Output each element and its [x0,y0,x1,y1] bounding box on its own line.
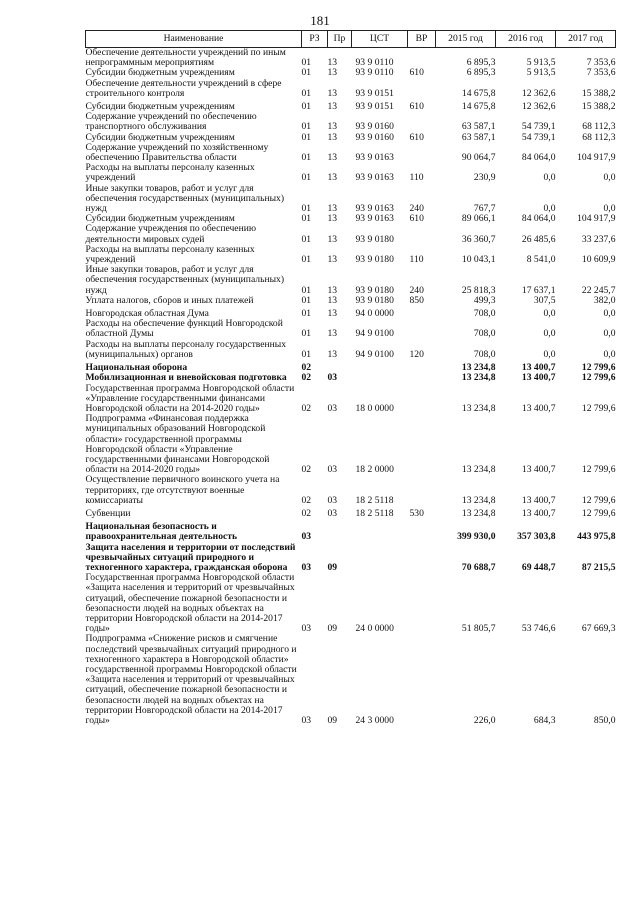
row-2015: 36 360,7 [461,233,496,245]
table-row [86,319,616,339]
row-2016: 0,0 [543,203,556,215]
row-2015: 708,0 [473,348,496,360]
row-2017: 12 799,6 [581,494,616,506]
row-cst: 93 9 0163 [355,203,394,215]
row-rz: 01 [301,284,312,296]
row-vr: 110 [409,172,424,184]
row-pr: 09 [327,715,338,726]
row-name: Субсидии бюджетным учреждениям [85,131,235,143]
row-vr [408,543,436,574]
row-rz: 02 [301,362,312,374]
row-2015: 6 895,3 [466,57,496,69]
row-pr: 13 [327,203,338,215]
row-cst: 93 9 0180 [355,284,394,296]
row-2015: 767,7 [473,203,496,215]
row-pr: 13 [327,348,338,360]
row-cst [352,519,408,542]
row-cst: 18 2 5118 [355,494,394,506]
row-2017: 12 799,6 [581,402,616,414]
row-rz: 02 [301,494,312,506]
row-2015: 226,0 [473,715,496,726]
row-2015: 708,0 [473,328,496,340]
table-row [86,414,616,475]
row-pr: 13 [327,233,338,245]
row-2017: 33 237,6 [581,233,616,245]
row-2017: 67 669,3 [581,623,616,635]
row-name: Субвенции [85,507,131,519]
row-name: Расходы на обеспечение функций Новгородской областной Думы [85,318,283,340]
header-2016: 2016 год [496,31,556,48]
row-name: Содержание учреждений по хозяйственному обеспечению Правительства области [85,141,269,164]
row-rz: 01 [301,308,312,320]
row-pr: 03 [327,507,338,519]
row-cst: 93 9 0163 [355,213,394,225]
row-2017: 0,0 [603,203,616,215]
row-name: Расходы на выплаты персоналу казенных учреждений [85,162,255,184]
row-vr: 610 [409,213,424,225]
row-2015: 63 587,1 [461,121,496,133]
row-vr [408,224,436,244]
row-2017: 0,0 [603,172,616,184]
row-cst: 93 9 0110 [355,67,394,79]
row-pr: 13 [327,87,338,99]
row-2017: 87 215,5 [581,561,616,573]
row-2016: 307,5 [533,294,556,306]
row-name: Расходы на выплаты персоналу казенных учреждений [85,243,255,266]
row-2017: 7 353,6 [586,67,616,79]
row-vr [408,573,436,634]
row-2017: 12 799,6 [581,372,616,384]
row-2017: 22 245,7 [581,284,616,296]
row-cst: 94 9 0100 [355,348,394,360]
row-2016: 54 739,1 [521,121,556,133]
row-name: Национальная безопасность и правоохранительная деятельность [85,521,238,543]
row-vr [408,112,436,132]
row-cst: 93 9 0180 [355,233,394,245]
table-row [86,245,616,265]
row-rz: 01 [301,328,312,340]
row-pr: 13 [327,131,338,143]
row-2017: 7 353,6 [586,57,616,69]
row-name: Государственная программа Новгородской области «Защита населения и территорий от чрезвычайных ситуаций, обеспечение пожарной безопасности и безопасности людей на водных объектах на территории Новгородской области на 2014-2017 годы» [85,572,295,635]
row-name: Содержание учреждения по обеспечению деятельности мировых судей [85,223,256,245]
row-vr [408,384,436,415]
row-cst: 93 9 0151 [355,101,394,113]
table-row [86,506,616,519]
row-cst: 93 9 0163 [355,172,394,184]
row-rz: 03 [301,715,312,726]
row-rz: 03 [301,623,312,635]
row-rz: 01 [301,254,312,266]
row-cst: 93 9 0151 [355,87,394,99]
table-row [86,296,616,306]
budget-table [85,30,616,726]
row-2015: 63 587,1 [461,131,496,143]
row-2015: 230,9 [473,172,496,184]
row-rz: 01 [301,67,312,79]
row-2016: 5 913,5 [526,67,556,79]
row-pr [328,519,352,542]
row-2016: 13 400,7 [521,402,556,414]
row-name: Обеспечение деятельности учреждений по иным непрограммным мероприятиям [85,47,286,69]
row-name: Новгородская областная Дума [85,308,209,320]
row-cst: 93 9 0163 [355,152,394,164]
row-2016: 13 400,7 [521,362,556,374]
row-2016: 5 913,5 [526,57,556,69]
row-rz: 03 [301,531,312,543]
row-vr [408,79,436,99]
row-name: Уплата налогов, сборов и иных платежей [85,294,254,306]
row-2016: 0,0 [543,172,556,184]
row-rz: 02 [301,464,312,476]
row-cst [352,373,408,383]
row-rz: 02 [301,402,312,414]
row-name: Осуществление первичного воинского учета на территориях, где отсутствуют военные комиссариаты [85,474,280,506]
row-rz: 02 [301,372,312,384]
row-2016: 357 303,8 [517,531,556,543]
row-pr: 03 [327,464,338,476]
row-cst: 18 2 0000 [355,464,394,476]
row-pr: 13 [327,254,338,266]
row-2017: 850,0 [593,715,616,726]
row-2017: 68 112,3 [582,121,616,133]
row-name: Подпрограмма «Снижение рисков и смягчение последствий чрезвычайных ситуаций природного и техногенного характера в Новгородской области» государственной программы Новгородской области «Защита населения и территорий от чрезвычайных ситуаций, обеспечение пожарной безопасности и безопасности людей на водных объектах на территории Новгородской области на 2014-2017 годы» [85,633,297,726]
row-2015: 499,3 [473,294,496,306]
row-2016: 13 400,7 [521,372,556,384]
row-cst: 94 0 0000 [355,308,394,320]
header-pr: Пр [328,31,352,48]
row-cst: 94 9 0100 [355,328,394,340]
row-name: Субсидии бюджетным учреждениям [85,213,235,225]
row-2016: 684,3 [533,715,556,726]
table-row [86,224,616,244]
row-2016: 84 064,0 [521,213,556,225]
row-2015: 10 043,1 [461,254,496,266]
row-rz: 01 [301,348,312,360]
table-row [86,143,616,163]
row-cst: 93 9 0110 [355,57,394,69]
row-vr: 610 [409,67,424,79]
row-2016: 0,0 [543,308,556,320]
row-rz: 01 [301,121,312,133]
row-vr [408,143,436,163]
row-rz: 01 [301,294,312,306]
row-2017: 15 388,2 [581,87,616,99]
row-pr: 13 [327,152,338,164]
row-rz: 03 [301,561,312,573]
row-cst: 93 9 0180 [355,254,394,266]
table-row [86,543,616,574]
row-2015: 13 234,8 [461,507,496,519]
row-name: Обеспечение деятельности учреждений в сфере строительного контроля [85,77,282,99]
row-pr: 13 [327,328,338,340]
row-2017: 10 609,9 [581,254,616,266]
row-2016: 13 400,7 [521,464,556,476]
table-row [86,634,616,726]
row-vr: 610 [409,101,424,113]
page-number: 181 [310,13,330,28]
row-pr: 13 [327,57,338,69]
header-vr: ВР [408,31,436,48]
row-pr: 13 [327,213,338,225]
row-pr: 13 [327,284,338,296]
row-2016: 8 541,0 [526,254,556,266]
row-rz: 01 [301,152,312,164]
row-pr: 03 [327,402,338,414]
row-rz: 01 [301,101,312,113]
row-name: Государственная программа Новгородской области «Управление государственными финансами Новгородской области на 2014-2020 годы» [85,382,295,414]
table-row [86,373,616,383]
row-2015: 6 895,3 [466,67,496,79]
row-2015: 25 818,3 [461,284,496,296]
row-vr [408,634,436,726]
row-rz: 01 [301,213,312,225]
row-pr: 13 [327,121,338,133]
row-name: Национальная оборона [85,362,188,374]
table-body [86,48,616,727]
header-rz: РЗ [302,31,328,48]
table-row [86,79,616,99]
row-vr [408,414,436,475]
row-2017: 382,0 [593,294,616,306]
row-2015: 13 234,8 [461,494,496,506]
row-vr: 110 [409,254,424,266]
row-name: Иные закупки товаров, работ и услуг для обеспечения государственных (муниципальных) нужд [85,182,285,215]
row-2017: 104 917,9 [577,213,616,225]
row-cst: 93 9 0160 [355,121,394,133]
row-2015: 708,0 [473,308,496,320]
table-row [86,519,616,542]
row-name: Содержание учреждений по обеспечению транспортного обслуживания [85,111,257,133]
row-cst: 18 0 0000 [355,402,394,414]
row-2016: 26 485,6 [521,233,556,245]
header-2015: 2015 год [436,31,496,48]
row-2016: 17 637,1 [521,284,556,296]
row-pr: 13 [327,308,338,320]
row-name: Подпрограмма «Финансовая поддержка муниципальных образований Новгородской области» государственной программы Новгородской области «Управление государственными финансами Новгородской области на 2014-2020 годы» [85,413,270,476]
row-pr: 09 [327,561,338,573]
row-cst [352,543,408,574]
row-cst: 24 3 0000 [355,715,394,726]
table-row [86,112,616,132]
row-cst [352,360,408,373]
row-rz: 01 [301,233,312,245]
row-2017: 104 917,9 [577,152,616,164]
row-vr [408,48,436,69]
row-2017: 12 799,6 [581,464,616,476]
row-pr: 13 [327,101,338,113]
row-2017: 0,0 [603,308,616,320]
row-2015: 14 675,8 [461,101,496,113]
row-2017: 15 388,2 [581,101,616,113]
row-2017: 12 799,6 [581,507,616,519]
row-vr: 530 [409,507,424,519]
table-row [86,340,616,360]
row-cst: 93 9 0160 [355,131,394,143]
row-name: Мобилизационная и вневойсковая подготовка [85,372,287,384]
row-2017: 443 975,8 [577,531,616,543]
header-cst: ЦСТ [352,31,408,48]
table-row [86,48,616,69]
row-name: Субсидии бюджетным учреждениям [85,101,235,113]
row-2015: 13 234,8 [461,402,496,414]
table-row [86,265,616,296]
row-rz: 01 [301,87,312,99]
row-2015: 399 930,0 [457,531,496,543]
row-2016: 13 400,7 [521,507,556,519]
table-header-row [86,31,616,48]
row-name: Расходы на выплаты персоналу государственных (муниципальных) органов [85,338,287,360]
row-pr: 13 [327,172,338,184]
row-vr [408,373,436,383]
table-row [86,384,616,415]
row-vr [408,519,436,542]
row-2016: 12 362,6 [521,101,556,113]
row-cst: 18 2 5118 [355,507,394,519]
row-rz: 01 [301,57,312,69]
header-name: Наименование [86,31,302,48]
row-2015: 70 688,7 [461,561,496,573]
row-vr [408,306,436,319]
row-name: Защита населения и территории от последствий чрезвычайных ситуаций природного и техногенного характера, гражданская оборона [85,541,296,573]
row-2017: 12 799,6 [581,362,616,374]
row-name: Субсидии бюджетным учреждениям [85,67,235,79]
row-name: Иные закупки товаров, работ и услуг для обеспечения государственных (муниципальных) нужд [85,264,285,296]
row-vr [408,319,436,339]
row-vr: 610 [409,131,424,143]
row-vr: 120 [409,348,424,360]
row-2016: 54 739,1 [521,131,556,143]
row-rz: 01 [301,203,312,215]
table-row [86,475,616,506]
row-pr: 13 [327,67,338,79]
row-2015: 13 234,8 [461,372,496,384]
row-rz: 01 [301,131,312,143]
row-2016: 13 400,7 [521,494,556,506]
table-row [86,573,616,634]
row-vr: 850 [409,294,424,306]
row-pr: 09 [327,623,338,635]
row-rz: 02 [301,507,312,519]
row-2015: 13 234,8 [461,464,496,476]
row-2017: 68 112,3 [582,131,616,143]
row-vr [408,475,436,506]
header-2017: 2017 год [556,31,616,48]
row-2016: 0,0 [543,328,556,340]
row-pr: 03 [327,494,338,506]
row-vr [408,360,436,373]
table-row [86,184,616,215]
row-2015: 90 064,7 [461,152,496,164]
row-2015: 13 234,8 [461,362,496,374]
row-2015: 89 066,1 [461,213,496,225]
row-2016: 84 064,0 [521,152,556,164]
row-vr: 240 [409,203,424,215]
row-2016: 69 448,7 [521,561,556,573]
row-2016: 0,0 [543,348,556,360]
row-2016: 12 362,6 [521,87,556,99]
row-vr: 240 [409,284,424,296]
row-pr: 13 [327,294,338,306]
row-pr: 03 [327,372,338,384]
row-cst: 24 0 0000 [355,623,394,635]
table-row [86,163,616,183]
row-2016: 53 746,6 [521,623,556,635]
row-2015: 51 805,7 [461,623,496,635]
row-2015: 14 675,8 [461,87,496,99]
row-rz: 01 [301,172,312,184]
row-2017: 0,0 [603,348,616,360]
row-cst: 93 9 0180 [355,294,394,306]
row-2017: 0,0 [603,328,616,340]
